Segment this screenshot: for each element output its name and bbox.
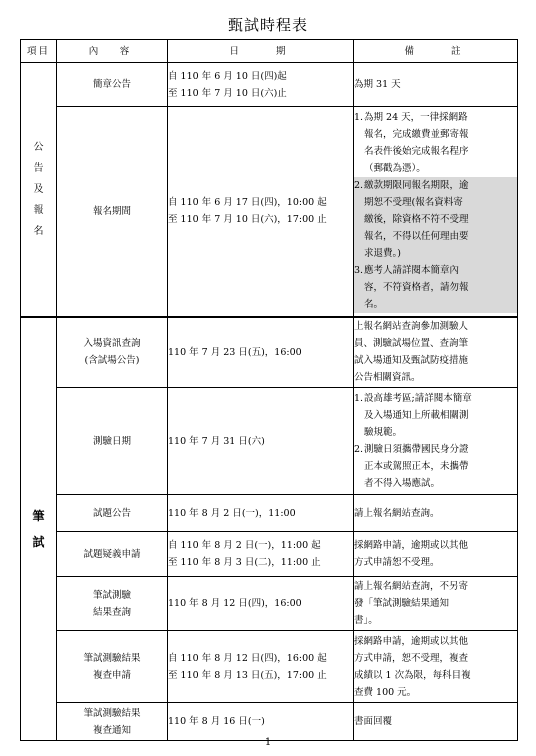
table-row	[21, 317, 518, 388]
note-cell	[354, 495, 518, 532]
note-list-item	[354, 441, 517, 492]
header-row	[21, 40, 518, 63]
period-line: 110 年 8 月 2 日(一)，11:00	[168, 507, 296, 519]
item-cell	[57, 388, 168, 495]
note-line: 容，不符資格者，請勿報	[364, 282, 469, 294]
note-list-item	[354, 177, 517, 262]
table-row	[21, 495, 518, 532]
period-line: 至 110 年 7 月 10 日(六)，17:00 止	[168, 214, 327, 226]
note-line: 成績以 1 次為限，每科目複	[354, 669, 471, 681]
category-label: 筆試	[32, 508, 45, 549]
note-number: 3.	[354, 265, 364, 277]
note-line: 試入場通知及甄試防疫措施	[354, 355, 469, 367]
note-number: 1.	[354, 112, 364, 124]
note-line: 發「筆試測驗結果通知	[354, 598, 450, 609]
note-line: 應考人請詳閱本簡章內	[364, 265, 460, 277]
period-line: 自 110 年 8 月 12 日(四)，16:00 起	[168, 652, 327, 664]
note-line: 報名，完成繳費並郵寄報	[364, 129, 469, 141]
category-written-test	[21, 317, 57, 741]
period-line: 至 110 年 8 月 3 日(二)，11:00 止	[168, 557, 321, 568]
page-title: 甄試時程表	[227, 16, 308, 34]
note-number: 2.	[354, 444, 364, 455]
item-name: 筆試測驗結果	[83, 707, 141, 719]
table-row	[21, 532, 518, 577]
note-cell	[354, 532, 518, 577]
note-line: 及入場通知上所載相關測	[364, 410, 469, 421]
period-line: 110 年 7 月 23 日(五)，16:00	[168, 346, 302, 358]
table-row	[21, 107, 518, 317]
item-name: 入場資訊查詢	[83, 338, 141, 350]
note-cell	[354, 317, 518, 388]
note-line: 者不得入場應試。	[364, 478, 441, 489]
item-name: 簡章公告	[92, 79, 131, 90]
item-name: (含試場公告)	[84, 355, 140, 367]
period-cell	[168, 317, 354, 388]
table-row	[21, 63, 518, 107]
note-line: 員、測驗試場位置、查詢筆	[354, 338, 469, 350]
note-cell	[354, 107, 518, 317]
period-line: 110 年 8 月 12 日(四)，16:00	[168, 598, 302, 609]
note-line: （郵戳為憑）。	[364, 163, 426, 175]
note-line: 查費 100 元。	[354, 686, 417, 698]
note-cell	[354, 63, 518, 107]
note-cell	[354, 631, 518, 703]
item-name: 試題疑義申請	[83, 548, 141, 560]
table-row	[21, 703, 518, 741]
table-row	[21, 631, 518, 703]
category-label: 公告及報名	[33, 141, 44, 237]
item-cell	[57, 107, 168, 317]
note-line: 測驗日須攜帶國民身分證	[364, 444, 469, 455]
note-line: 請上報名網站查詢，不另寄	[354, 581, 469, 592]
schedule-table	[20, 39, 518, 741]
period-line: 110 年 7 月 31 日(六)	[168, 435, 265, 447]
period-cell	[168, 495, 354, 532]
note-line: 期恕不受理(報名資料寄	[364, 197, 463, 209]
note-line: 設高雄考區;請詳閱本簡章	[364, 393, 472, 404]
note-line: 正本或駕照正本，未攜帶	[364, 461, 469, 472]
note-line: 名。	[364, 299, 384, 311]
note-line: 為期 31 天	[354, 79, 401, 90]
note-line: 求退費。)	[364, 248, 401, 260]
note-number: 1.	[354, 393, 364, 404]
period-line: 自 110 年 6 月 10 日(四)起	[168, 70, 287, 82]
item-name: 測驗日期	[92, 435, 131, 447]
period-cell	[168, 107, 354, 317]
item-name: 複查申請	[92, 669, 131, 681]
note-cell	[354, 388, 518, 495]
note-line: 採網路申請，逾期或以其他	[354, 540, 469, 551]
note-line: 書面回覆	[354, 716, 393, 727]
note-line: 書」。	[354, 615, 378, 626]
note-cell	[354, 703, 518, 741]
period-line: 至 110 年 8 月 13 日(五)，17:00 止	[168, 669, 327, 681]
item-name: 試題公告	[92, 507, 131, 519]
header-note: 備 註	[354, 40, 518, 63]
item-name: 複查通知	[92, 724, 131, 736]
note-line: 為期 24 天，一律採網路	[364, 112, 468, 124]
item-cell	[57, 495, 168, 532]
note-line: 驗規範。	[364, 427, 403, 438]
table-row	[21, 577, 518, 631]
note-line: 請上報名網站查詢。	[354, 507, 440, 519]
note-list-item	[354, 262, 517, 313]
period-cell	[168, 532, 354, 577]
item-name: 筆試測驗結果	[83, 652, 141, 664]
header-content: 內 容	[57, 40, 168, 63]
period-line: 自 110 年 8 月 2 日(一)，11:00 起	[168, 540, 321, 551]
period-line: 至 110 年 7 月 10 日(六)止	[168, 87, 287, 99]
note-line: 採網路申請，逾期或以其他	[354, 635, 469, 647]
note-line: 方式申請，恕不受理，複查	[354, 652, 469, 664]
item-cell	[57, 532, 168, 577]
period-cell	[168, 631, 354, 703]
category-announce-register	[21, 63, 57, 317]
item-name: 報名期間	[92, 205, 131, 217]
item-cell	[57, 63, 168, 107]
header-period: 日 期	[168, 40, 354, 63]
note-number: 2.	[354, 180, 364, 192]
note-cell	[354, 577, 518, 631]
item-name: 筆試測驗	[92, 589, 131, 601]
note-list-item	[354, 109, 517, 177]
period-cell	[168, 63, 354, 107]
period-line: 自 110 年 6 月 17 日(四)，10:00 起	[168, 197, 327, 209]
item-name: 結果查詢	[92, 606, 131, 618]
header-item: 項目	[21, 40, 57, 63]
period-cell	[168, 577, 354, 631]
note-list-item	[354, 390, 517, 441]
note-line: 報名，不得以任何理由要	[364, 231, 469, 243]
table-row	[21, 388, 518, 495]
item-cell	[57, 317, 168, 388]
period-line: 110 年 8 月 16 日(一)	[168, 716, 265, 727]
note-line: 名表件後始完成報名程序	[364, 146, 469, 158]
period-cell	[168, 703, 354, 741]
note-line: 繳後，除資格不符不受理	[364, 214, 469, 226]
item-cell	[57, 631, 168, 703]
note-line: 繳款期限同報名期限，逾	[364, 180, 469, 192]
item-cell	[57, 703, 168, 741]
note-line: 上報名網站查詢參加測驗人	[354, 321, 469, 333]
note-line: 方式申請恕不受理。	[354, 557, 440, 568]
note-line: 公告相關資訊。	[354, 372, 421, 384]
item-cell	[57, 577, 168, 631]
period-cell	[168, 388, 354, 495]
page-number: 1	[264, 737, 272, 748]
